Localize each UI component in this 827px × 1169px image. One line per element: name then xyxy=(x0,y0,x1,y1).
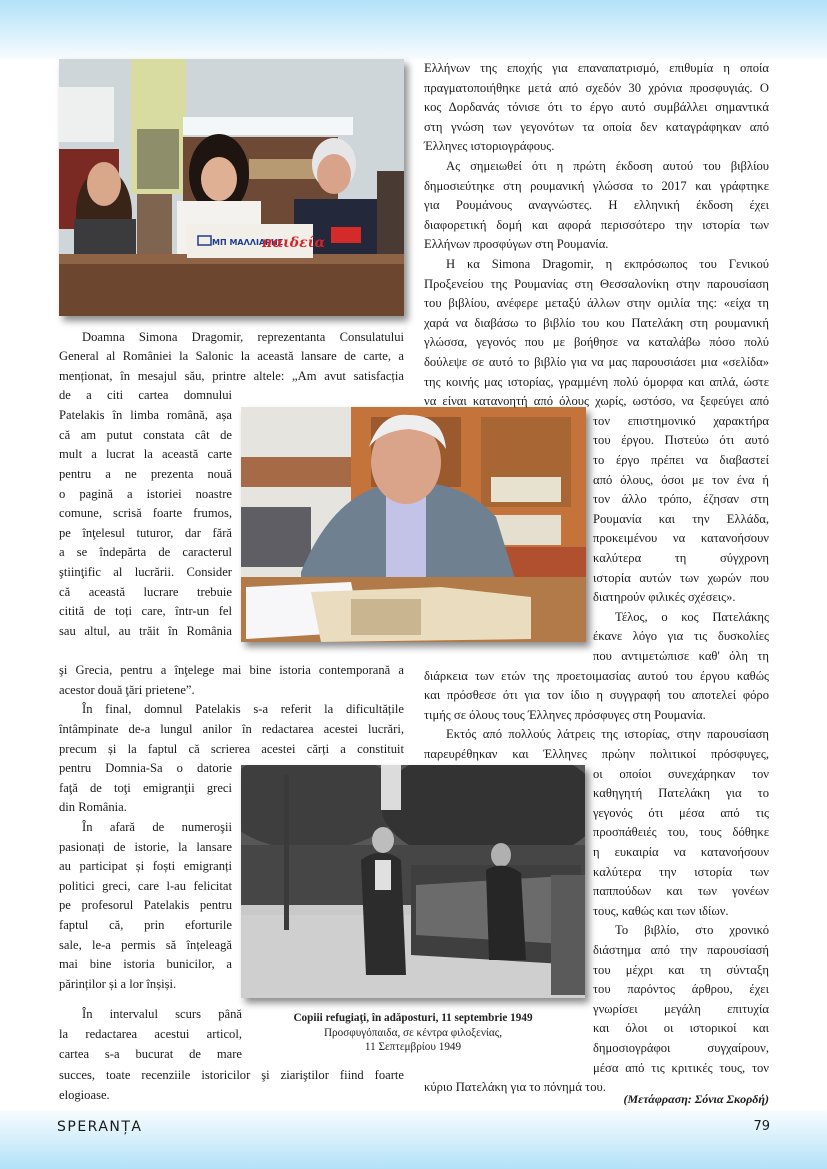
text-line: Προξενείου της Ρουμανίας στη Θεσσαλονίκη στην παρουσίαση xyxy=(424,277,769,291)
sign-brand-text: ΜΠ ΜΑΛΛΙΑΡΗΣ xyxy=(212,238,284,247)
text-line: În afară de numeroşii xyxy=(82,820,232,834)
text-line: του βιβλίου, ανέφερε μεταξύ άλλων στην ομιλία της: «είχα τη xyxy=(424,296,769,310)
text-line: τιμής σε όλους τους Έλληνες πρόσφυγες στη Ρουμανία. xyxy=(424,708,706,722)
text-line: δημοσιογράφοι συγχαίρουν, xyxy=(593,1041,769,1055)
text-line: din România. xyxy=(59,800,127,814)
text-line: χαρά να διαβάσω το βιβλίο του κου Πατελάκη στη ρουμανική xyxy=(424,316,769,330)
text-line: sale, le-a permis să înțeleagă xyxy=(59,938,232,952)
text-line: au participat și foști emigranți xyxy=(59,859,232,873)
text-line: και πρόσθεσε ότι για τον ίδιο η συγγραφή του αποτελεί φόρο xyxy=(424,688,769,702)
text-line: elogioase. xyxy=(59,1088,110,1102)
page-number: 79 xyxy=(753,1119,770,1134)
text-line: τον επιστημονικό χαρακτήρα xyxy=(593,414,769,428)
text-line: προσπάθειές του, τους δόθηκε xyxy=(593,825,769,839)
text-line: το έργο πρέπει να διαβαστεί xyxy=(593,453,769,467)
text-line: καθηγητή Πατελάκη για το xyxy=(593,786,769,800)
text-line: έκανε λόγο για τις δυσκολίες xyxy=(593,629,769,643)
text-line: că am putut constata cât de xyxy=(59,428,232,442)
text-line: η ευκαιρία να κατανοήσουν xyxy=(593,845,769,859)
text-line: Ελλήνων της εποχής για επαναπατρισμό, επιθυμία η οποία xyxy=(424,61,769,75)
text-line: Ελλήνων προσφύγων στη Ρουμανία. xyxy=(424,237,609,251)
text-line: precum și la faptul că scrierea acestei cărți a constituit xyxy=(59,742,404,756)
text-line: παππούδων και των γονέων xyxy=(593,884,769,898)
text-line: παρευρέθηκαν και Έλληνες πρώην πολιτικοί πρόσφυγες, xyxy=(424,747,769,761)
text-line: από όλους, όσοι με τον ένα ή xyxy=(593,473,769,487)
text-line: καλύτερα την ιστορία των xyxy=(593,865,769,879)
text-line: διατηρούν φιλικές σχέσεις». xyxy=(593,590,736,604)
text-line: Ας σημειωθεί ότι η πρώτη έκδοση αυτού του βιβλίου xyxy=(446,159,769,173)
text-line: και όλοι οι ιστορικοί και xyxy=(593,1021,769,1035)
text-line: Εκτός από πολλούς λάτρεις της ιστορίας, στην παρουσίαση xyxy=(446,727,769,741)
text-line: διάστημα από την παρουσίασή xyxy=(593,943,769,957)
text-line: părinților și a lor înșiși. xyxy=(59,977,177,991)
text-line: În final, domnul Patelakis s-a referit la dificultățile xyxy=(82,702,404,716)
text-line: του παρόντος άρθρου, έχει xyxy=(593,982,769,996)
text-line: Patelakis în limba română, așa xyxy=(59,408,232,422)
text-line: γεγονός ότι μέσα από τις xyxy=(593,806,769,820)
text-line: για Ρουμάνους αναγνώστες. Η ελληνική έκδοση έχει xyxy=(424,198,769,212)
text-line: να είναι κατανοητή από όλους χωρίς, ωστόσο, να ξεφεύγει από xyxy=(424,394,769,408)
text-line: pe înţelesul tuturor, dar fără xyxy=(59,526,232,540)
text-line: Η κα Simona Dragomir, η εκπρόσωπος του Γενικού xyxy=(446,257,769,271)
text-line: pentru Domnia-Sa o datorie xyxy=(59,761,232,775)
text-line: mai bine istoria bunicilor, a xyxy=(59,957,232,971)
photo-book-presentation xyxy=(59,59,404,316)
text-line: pasionați de istorie, la lansare xyxy=(59,840,232,854)
text-line: În intervalul scurs până xyxy=(82,1007,242,1021)
text-line: Το βιβλίο, στο χρονικό xyxy=(615,923,769,937)
photo-book-presentation-image xyxy=(59,59,404,316)
photo-refugee-children-1949 xyxy=(241,765,585,998)
text-line: Ρουμανία και την Ελλάδα, xyxy=(593,512,769,526)
text-line: δούλεψε σε αυτό το βιβλίο για να μας παρουσιάσει μια «σελίδα» xyxy=(424,355,769,369)
text-line: citită de toți care, într-un fel xyxy=(59,604,232,618)
translator-credit: (Μετάφραση: Σόνια Σκορδή) xyxy=(623,1092,769,1106)
text-line: δημοσιεύτηκε στη ρουμανική γλώσσα το 2017 και γράφτηκε xyxy=(424,179,769,193)
text-line: cartea s-a bucurat de mare xyxy=(59,1047,242,1061)
text-line: γλώσσα, γεγονός που με βοήθησε να καταλάβω πόσο πολύ xyxy=(424,335,769,349)
text-line: succes, toate recenziile istoricilor şi ziariştilor fiind foarte xyxy=(59,1068,404,1082)
text-line: τους, καθώς και των ιδίων. xyxy=(593,904,729,918)
caption-greek-line-2: 11 Σεπτεμβρίου 1949 xyxy=(364,1041,462,1053)
text-line: καλύτερα τη σύγχρονη xyxy=(593,551,769,565)
text-line: που αντιμετώπισε καθ' όλη τη xyxy=(593,649,769,663)
text-line: la redactarea acestui articol, xyxy=(59,1027,242,1041)
text-line: comune, scrisă foarte frumos, xyxy=(59,506,232,520)
caption-romanian: Copiii refugiaţi, în adăposturi, 11 septembrie 1949 xyxy=(293,1012,533,1024)
text-line: προκειμένου να κατανοήσουν xyxy=(593,531,769,545)
text-line: του μέχρι και τη σύνταξη xyxy=(593,963,769,977)
text-line: Τέλος, ο κος Πατελάκης xyxy=(615,610,769,624)
caption-greek-line-1: Προσφυγόπαιδα, σε κέντρα φιλοξενίας, xyxy=(323,1026,503,1039)
text-line: πραγματοποιήθηκε μετά από σχεδόν 30 χρόνια προσφυγιάς. Ο xyxy=(424,81,769,95)
text-line: της κοινής μας ιστορίας, γραμμένη πολύ όμορφα και απλά, ώστε xyxy=(424,375,769,389)
refugee-photo-caption xyxy=(255,1011,571,1055)
text-line: politici greci, care l-au felicitat xyxy=(59,879,232,893)
text-line: διάρκεια των ετών της προετοιμασίας αυτού του έργου καθώς xyxy=(424,669,769,683)
text-line: τον άλλο τρόπο, έζησαν στη xyxy=(593,492,769,506)
text-line: ştiinţific al lucrării. Consider xyxy=(59,565,232,579)
text-line: faţă de toţi emigranţii greci xyxy=(59,781,232,795)
text-line: Doamna Simona Dragomir, reprezentanta Consulatului xyxy=(82,330,404,344)
photo-author-at-desk-image xyxy=(241,407,586,642)
text-line: o pagină a istoriei noastre xyxy=(59,487,232,501)
text-line: acestor două ţări prietene”. xyxy=(59,683,195,697)
photo-author-at-desk xyxy=(241,407,586,642)
text-line: μέσα από τις κριτικές τους, τον xyxy=(593,1061,769,1075)
text-line: Έλληνες ιστοριογράφους. xyxy=(424,139,555,153)
text-line: διαφορετική δομή και αφορά περισσότερο την ιστορία των xyxy=(424,218,769,232)
text-line: pentru a ne prezenta nouă xyxy=(59,467,232,481)
text-line: întâmpinate de-a lungul anilor în redactarea acestei lucrări, xyxy=(59,722,404,736)
text-line: că această lucrare trebuie xyxy=(59,585,232,599)
text-line: General al României la Salonic la această lansare de carte, a xyxy=(59,349,404,363)
text-line: mult a lucrat la această carte xyxy=(59,447,232,461)
text-line: faptul că, prin eforturile xyxy=(59,918,232,932)
text-line: του έργου. Πιστεύω ότι αυτό xyxy=(593,433,769,447)
text-line: στη γνώση των γεγονότων τα οποία δεν καταγράφηκαν από xyxy=(424,120,769,134)
text-line: menționat, în mesajul său, printre altele: „Am avut satisfacția xyxy=(59,369,404,383)
text-line: sau altul, au trăit în România xyxy=(59,624,232,638)
photo-refugee-children-image xyxy=(241,765,585,998)
text-line: de a citi cartea domnului xyxy=(59,388,232,402)
text-line: οι οποίοι συνεχάρηκαν τον xyxy=(593,767,769,781)
magazine-title: SPERANȚA xyxy=(57,1119,143,1135)
text-line: pe profesorul Patelakis pentru xyxy=(59,898,232,912)
text-line: γνωρίσει μεγάλη επιτυχία xyxy=(593,1002,769,1016)
text-line: şi Grecia, pentru a înţelege mai bine istoria contemporană a xyxy=(59,663,404,677)
text-line: κος Δορδανάς τόνισε ότι το έργο αυτό συμβάλλει σημαντικά xyxy=(424,100,769,114)
sign-word-text: παιδεία xyxy=(262,235,326,251)
text-line: a se îndepărta de caracterul xyxy=(59,545,232,559)
text-line: ιστορία αυτών των χωρών που xyxy=(593,571,769,585)
text-line: κύριο Πατελάκη για το πόνημά του. xyxy=(424,1080,606,1094)
